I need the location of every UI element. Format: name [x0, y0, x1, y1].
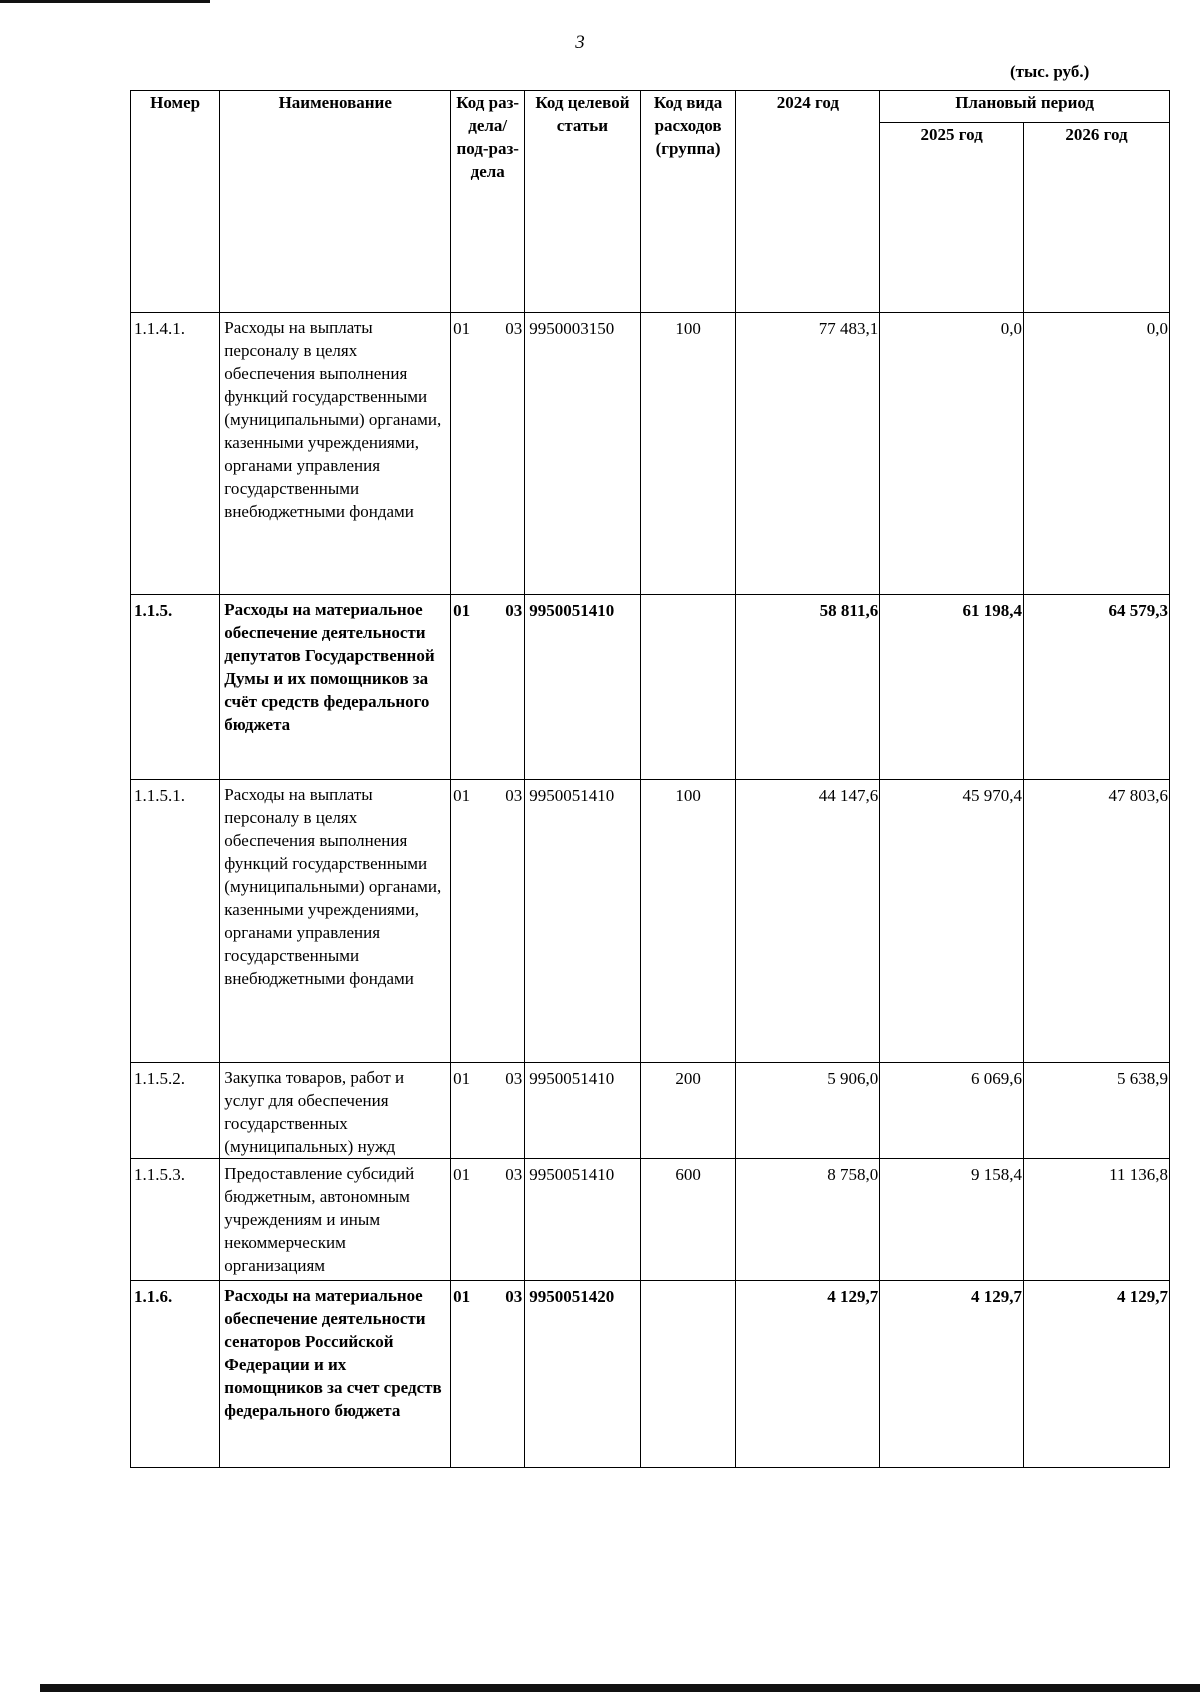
row-value-2026: 5 638,9 [1023, 1063, 1169, 1159]
row-name: Расходы на выплаты персоналу в целях обеспечения выполнения функций государственными (муниципальными) органами, казенными учреждениями, органами управления государственными внебюджетными фондами [220, 780, 451, 1063]
row-expense-type: 100 [640, 780, 736, 1063]
table-row [131, 1063, 1170, 1159]
row-target-code: 9950003150 [525, 313, 640, 595]
row-section-code [451, 1159, 525, 1281]
subsection-code: 03 [505, 786, 523, 805]
row-value-2026: 64 579,3 [1023, 595, 1169, 780]
row-number: 1.1.5.2. [131, 1063, 220, 1159]
row-expense-type: 600 [640, 1159, 736, 1281]
row-number: 1.1.5. [131, 595, 220, 780]
header-2025: 2025 год [880, 123, 1024, 313]
row-expense-type: 200 [640, 1063, 736, 1159]
row-section-code [451, 595, 525, 780]
header-target: Код целевой статьи [525, 91, 640, 313]
row-number: 1.1.5.1. [131, 780, 220, 1063]
table-row [131, 595, 1170, 780]
row-value-2025: 61 198,4 [880, 595, 1024, 780]
page-number: 3 [575, 32, 585, 53]
subsection-code: 03 [505, 319, 523, 338]
row-value-2024: 5 906,0 [736, 1063, 880, 1159]
row-section-code [451, 313, 525, 595]
header-section: Код раз-дела/ под-раз-дела [451, 91, 525, 313]
row-number: 1.1.5.3. [131, 1159, 220, 1281]
section-code: 01 [453, 319, 471, 338]
header-expense-type: Код вида расходов (группа) [640, 91, 736, 313]
row-number: 1.1.4.1. [131, 313, 220, 595]
table-row [131, 780, 1170, 1063]
budget-table [130, 90, 1170, 1468]
row-value-2025: 45 970,4 [880, 780, 1024, 1063]
row-target-code: 9950051410 [525, 595, 640, 780]
row-value-2025: 0,0 [880, 313, 1024, 595]
subsection-code: 03 [505, 1287, 523, 1306]
subsection-code: 03 [505, 601, 523, 620]
section-code: 01 [453, 601, 471, 620]
row-expense-type: 100 [640, 313, 736, 595]
row-target-code: 9950051420 [525, 1281, 640, 1468]
row-target-code: 9950051410 [525, 780, 640, 1063]
row-value-2024: 77 483,1 [736, 313, 880, 595]
row-target-code: 9950051410 [525, 1159, 640, 1281]
row-number: 1.1.6. [131, 1281, 220, 1468]
section-code: 01 [453, 1287, 471, 1306]
row-value-2026: 4 129,7 [1023, 1281, 1169, 1468]
table-row [131, 313, 1170, 595]
row-section-code [451, 780, 525, 1063]
row-value-2025: 4 129,7 [880, 1281, 1024, 1468]
row-value-2026: 47 803,6 [1023, 780, 1169, 1063]
subsection-code: 03 [505, 1069, 523, 1088]
bottom-rule [40, 1684, 1200, 1692]
row-name: Расходы на выплаты персоналу в целях обеспечения выполнения функций государственными (муниципальными) органами, казенными учреждениями, органами управления государственными внебюджетными фондами [220, 313, 451, 595]
row-name: Расходы на материальное обеспечение деятельности сенаторов Российской Федерации и их помощников за счет средств федерального бюджета [220, 1281, 451, 1468]
subsection-code: 03 [505, 1165, 523, 1184]
top-rule [0, 0, 210, 3]
row-value-2024: 58 811,6 [736, 595, 880, 780]
table-row [131, 1159, 1170, 1281]
section-code: 01 [453, 786, 471, 805]
table-body [131, 313, 1170, 1468]
table-row [131, 1281, 1170, 1468]
row-value-2024: 4 129,7 [736, 1281, 880, 1468]
row-value-2024: 44 147,6 [736, 780, 880, 1063]
header-2024: 2024 год [736, 91, 880, 313]
header-number: Номер [131, 91, 220, 313]
row-target-code: 9950051410 [525, 1063, 640, 1159]
section-code: 01 [453, 1069, 471, 1088]
row-name: Расходы на материальное обеспечение деятельности депутатов Государственной Думы и их помощников за счёт средств федерального бюджета [220, 595, 451, 780]
row-value-2025: 9 158,4 [880, 1159, 1024, 1281]
row-section-code [451, 1281, 525, 1468]
row-value-2026: 0,0 [1023, 313, 1169, 595]
row-name: Предоставление субсидий бюджетным, автономным учреждениям и иным некоммерческим организациям [220, 1159, 451, 1281]
header-name: Наименование [220, 91, 451, 313]
row-expense-type [640, 595, 736, 780]
row-name: Закупка товаров, работ и услуг для обеспечения государственных (муниципальных) нужд [220, 1063, 451, 1159]
row-value-2026: 11 136,8 [1023, 1159, 1169, 1281]
row-value-2024: 8 758,0 [736, 1159, 880, 1281]
header-2026: 2026 год [1023, 123, 1169, 313]
header-planned-period: Плановый период [880, 91, 1170, 123]
row-section-code [451, 1063, 525, 1159]
section-code: 01 [453, 1165, 471, 1184]
row-expense-type [640, 1281, 736, 1468]
units-label: (тыс. руб.) [1010, 62, 1090, 81]
row-value-2025: 6 069,6 [880, 1063, 1024, 1159]
